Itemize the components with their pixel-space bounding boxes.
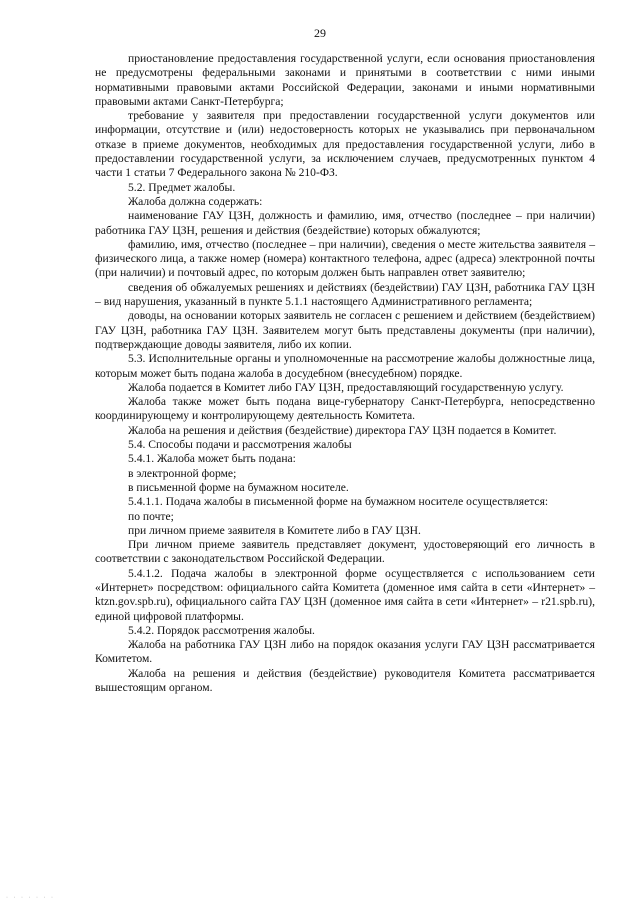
- list-item: в письменной форме на бумажном носителе.: [128, 480, 349, 494]
- paragraph: При личном приеме заявитель представляет документ, удостоверяющий его личность в соответствии с законодательством Российской Федерации.: [95, 538, 595, 566]
- list-item: при личном приеме заявителя в Комитете либо в ГАУ ЦЗН.: [128, 523, 421, 537]
- paragraph: 5.4.1.2. Подача жалобы в электронной форме осуществляется с использованием сети «Интернет» посредством: официального сайта Комитета (доменное имя сайта в сети «Интернет» – ktzn.gov.spb.ru), официального сайта ГАУ ЦЗН (доменное имя сайта в сети «Интернет» – r21.spb.ru), единой цифровой платформы.: [95, 566, 595, 623]
- section-heading: 5.3. Исполнительные органы и уполномоченные на рассмотрение жалобы должностные лица, которым может быть подана жалоба в досудебном (внесудебном) порядке.: [95, 352, 595, 380]
- section-heading: 5.2. Предмет жалобы.: [128, 180, 236, 194]
- page-number: 29: [314, 26, 326, 40]
- paragraph: доводы, на основании которых заявитель не согласен с решением и действием (бездействием) ГАУ ЦЗН, работника ГАУ ЦЗН. Заявителем могут быть представлены документы (при наличии), подтверждающие доводы заявителя, либо их копии.: [95, 309, 595, 351]
- paragraph: Жалоба подается в Комитет либо ГАУ ЦЗН, предоставляющий государственную услугу.: [128, 380, 564, 394]
- document-body: [95, 52, 595, 695]
- paragraph: фамилию, имя, отчество (последнее – при наличии), сведения о месте жительства заявителя – физического лица, а также номер (номера) контактного телефона, адрес (адреса) электронной почты (при наличии) и почтовый адрес, по которым должен быть направлен ответ заявителю;: [95, 237, 595, 280]
- paragraph: приостановление предоставления государственной услуги, если основания приостановления не предусмотрены федеральными законами и принятыми в соответствии с ними иными нормативными правовыми актами Российской Федерации, законами и иными нормативными правовыми актами Санкт-Петербурга;: [95, 52, 595, 108]
- paragraph: Жалоба на работника ГАУ ЦЗН либо на порядок оказания услуги ГАУ ЦЗН рассматривается Комитетом.: [95, 638, 595, 666]
- paragraph: сведения об обжалуемых решениях и действиях (бездействии) ГАУ ЦЗН, работника ГАУ ЦЗН – вид нарушения, указанный в пункте 5.1.1 настоящего Административного регламента;: [95, 280, 595, 309]
- section-heading: 5.4.2. Порядок рассмотрения жалобы.: [128, 623, 315, 637]
- list-item: в электронной форме;: [128, 466, 237, 480]
- list-item: по почте;: [128, 509, 174, 523]
- paragraph: наименование ГАУ ЦЗН, должность и фамилию, имя, отчество (последнее – при наличии) работника ГАУ ЦЗН, решения и действия (бездействие) которых обжалуются;: [95, 209, 595, 237]
- paragraph: Жалоба должна содержать:: [128, 194, 263, 208]
- paragraph: требование у заявителя при предоставлении государственной услуги документов или информации, отсутствие и (или) недостоверность которых не указывались при первоначальном отказе в приеме документов, необходимых для предоставления государственной услуги, либо в предоставлении государственной услуги, за исключением случаев, предусмотренных пунктом 4 части 1 статьи 7 Федерального закона № 210-ФЗ.: [95, 109, 595, 180]
- section-heading: 5.4. Способы подачи и рассмотрения жалобы: [128, 438, 352, 452]
- paragraph: 5.4.1. Жалоба может быть подана:: [128, 452, 296, 466]
- paragraph: Жалоба на решения и действия (бездействие) директора ГАУ ЦЗН подается в Комитет.: [128, 423, 557, 437]
- scan-artifact-mark: · · · · · · ·: [6, 895, 55, 901]
- paragraph: Жалоба также может быть подана вице-губернатору Санкт-Петербурга, непосредственно координирующему и контролирующему деятельность Комитета.: [95, 395, 595, 423]
- paragraph: Жалоба на решения и действия (бездействие) руководителя Комитета рассматривается вышестоящим органом.: [95, 666, 595, 695]
- paragraph: 5.4.1.1. Подача жалобы в письменной форме на бумажном носителе осуществляется:: [128, 495, 549, 509]
